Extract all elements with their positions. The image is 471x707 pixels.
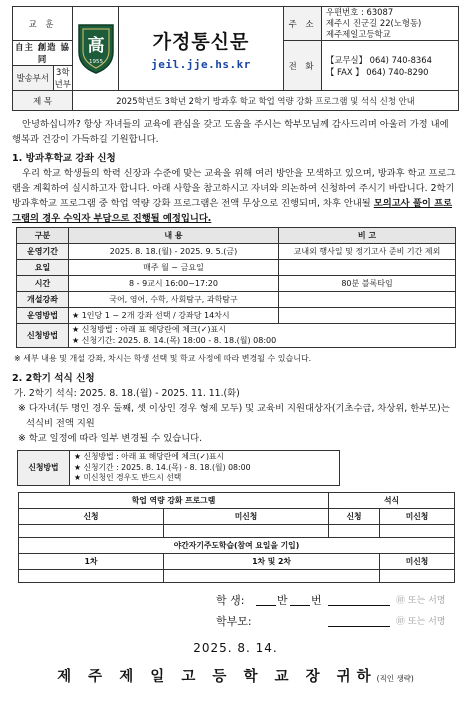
class-field[interactable] bbox=[290, 605, 310, 606]
dinner-support-note: ※ 다자녀(두 명인 경우 둘째, 셋 이상인 경우 형제 모두) 및 교육비 지원대상자(기초수급, 차상위, 한부모)는 석식비 전액 지원 bbox=[18, 403, 450, 429]
dinner-period: 가. 2학기 석식: 2025. 8. 18.(월) - 2025. 11. 11.(화) bbox=[14, 388, 240, 399]
after-school-table: 구분 내 용 비 고 운영기간 2025. 8. 18.(월) - 2025. 9. 5.(금) 교내외 행사일 및 정기고사 준비 기간 제외 요일 매주 월 ~ 금요일 시간 8 - 9교시 16:00~17:20 80분 블록타임 개설강좌 국어, 영어, 수학, 사회탐구, 과학탐구 운영방법 ★ 1인당 1 ~ 2개 강좌 선택 / 강좌당 14차시 신청방법 ★ 신청방법 : 아래 표 해당란에 체크(✓)표시 ★ 신청기간: 2025. 8. 14.(목) 18:00 - 8. 18.(월) 08:00 bbox=[16, 227, 456, 348]
table-row: 신청방법 ★ 신청방법 : 아래 표 해당란에 체크(✓)표시 ★ 신청기간: 2025. 8. 14.(목) 18:00 - 8. 18.(월) 08:00 bbox=[17, 324, 456, 348]
address-label: 주 소 bbox=[284, 7, 322, 41]
study-round1-field[interactable] bbox=[19, 569, 164, 582]
svg-text:高: 高 bbox=[87, 35, 104, 56]
table-row: 시간 8 - 9교시 16:00~17:20 80분 블록타임 bbox=[17, 276, 456, 292]
student-seal: ㊞ 또는 서명 bbox=[396, 595, 446, 606]
greeting: 안녕하십니까? 항상 자녀들의 교육에 관심을 갖고 도움을 주시는 학부모님께 감사드리며 아울러 가정 내에 행복과 건강이 가득하길 기원합니다. bbox=[12, 119, 449, 145]
table-row: 운영기간 2025. 8. 18.(월) - 2025. 9. 5.(금) 교내외 행사일 및 정기고사 준비 기간 제외 bbox=[17, 244, 456, 260]
issue-date: 2025. 8. 14. bbox=[193, 640, 278, 655]
address: 우편번호 : 63087 제주시 진군길 22(노형동) 제주제일고등학교 bbox=[322, 7, 459, 41]
letter-body bbox=[12, 117, 459, 686]
dinner-change-note: ※ 학교 일정에 따라 일부 변경될 수 있습니다. bbox=[18, 433, 203, 444]
phone-numbers: 【교무실】 064) 740-8364 【 FAX 】 064) 740-8290 bbox=[322, 41, 459, 91]
school-emblem-icon bbox=[76, 22, 116, 74]
section1-paragraph: 우리 학교 학생들의 학력 신장과 수준에 맞는 교육을 위해 여러 방안을 모색하고 있으며, 방과후 학교 프로그램을 계획하여 실시하고자 합니다. 아래 사항을 참고하시고 자녀와 의논하여 신청하여 주시기 바랍니다. 2학기 방과후학교 프로그램 중 학업 역량 강화 프로그램은 전액 무상으로 진행되며, 차후 안내될 모의고사 풀이 프로그램의 경우 수익자 부담으로 진행될 예정입니다. bbox=[12, 168, 456, 224]
school-url[interactable]: jeil.jje.hs.kr bbox=[151, 57, 251, 71]
issuer-label: 발송부서 bbox=[13, 66, 53, 90]
signature-block: 학 생: 반 번 ㊞ 또는 서명 학부모: ㊞ 또는 서명 bbox=[12, 591, 459, 633]
subject: 2025학년도 3학년 2학기 방과후 학교 학업 역량 강화 프로그램 및 석식 신청 안내 bbox=[73, 91, 459, 111]
subject-label: 제 목 bbox=[13, 91, 73, 111]
parent-label: 학부모: bbox=[216, 614, 252, 628]
school-motto: 自主 創造 協同 bbox=[13, 41, 73, 66]
phone-label: 전 화 bbox=[284, 41, 322, 91]
table-row: 요일 매주 월 ~ 금요일 bbox=[17, 260, 456, 276]
issuer: 3학년부 bbox=[54, 68, 72, 90]
dinner-apply-table: 신청방법 ★ 신청방법 : 아래 표 해당란에 체크(✓)표시 ★ 신청기간 : 2025. 8. 14.(목) - 8. 18.(월) 08:00 ★ 미신청인 경우도 반드시 선택 bbox=[17, 450, 340, 486]
motto-label: 교 훈 bbox=[13, 7, 73, 41]
table-row: 운영방법 ★ 1인당 1 ~ 2개 강좌 선택 / 강좌당 14차시 bbox=[17, 308, 456, 324]
student-label: 학 생: bbox=[216, 593, 245, 607]
parent-seal: ㊞ 또는 서명 bbox=[396, 616, 446, 627]
program-not-apply-checkbox[interactable] bbox=[164, 524, 329, 537]
letter-header bbox=[12, 6, 459, 111]
program-apply-checkbox[interactable] bbox=[19, 524, 164, 537]
school-logo bbox=[73, 7, 119, 91]
principal-line: 제 주 제 일 고 등 학 교 장 귀하(직인 생략) bbox=[57, 668, 414, 685]
parent-name-field[interactable] bbox=[328, 626, 390, 627]
reply-form-table: 학업 역량 강화 프로그램 석식 신청 미신청 신청 미신청 야간자기주도학습(참여 요일을 기입) 1차 1차 및 2차 미신청 bbox=[18, 492, 455, 583]
section2-heading: 2. 2학기 석식 신청 bbox=[12, 373, 95, 384]
page-title: 가정통신문 bbox=[152, 30, 250, 53]
student-name-field[interactable] bbox=[328, 605, 390, 606]
section1-note: ※ 세부 내용 및 개설 강좌, 차시는 학생 선택 및 학교 사정에 따라 변경될 수 있습니다. bbox=[14, 354, 312, 363]
study-round12-field[interactable] bbox=[164, 569, 380, 582]
table-row: 개설강좌 국어, 영어, 수학, 사회탐구, 과학탐구 bbox=[17, 292, 456, 308]
dinner-not-apply-checkbox[interactable] bbox=[380, 524, 455, 537]
section1-heading: 1. 방과후학교 강좌 신청 bbox=[12, 153, 116, 164]
grade-field[interactable] bbox=[256, 605, 276, 606]
dinner-apply-checkbox[interactable] bbox=[329, 524, 380, 537]
svg-text:1955: 1955 bbox=[88, 58, 103, 65]
study-not-apply-field[interactable] bbox=[380, 569, 455, 582]
